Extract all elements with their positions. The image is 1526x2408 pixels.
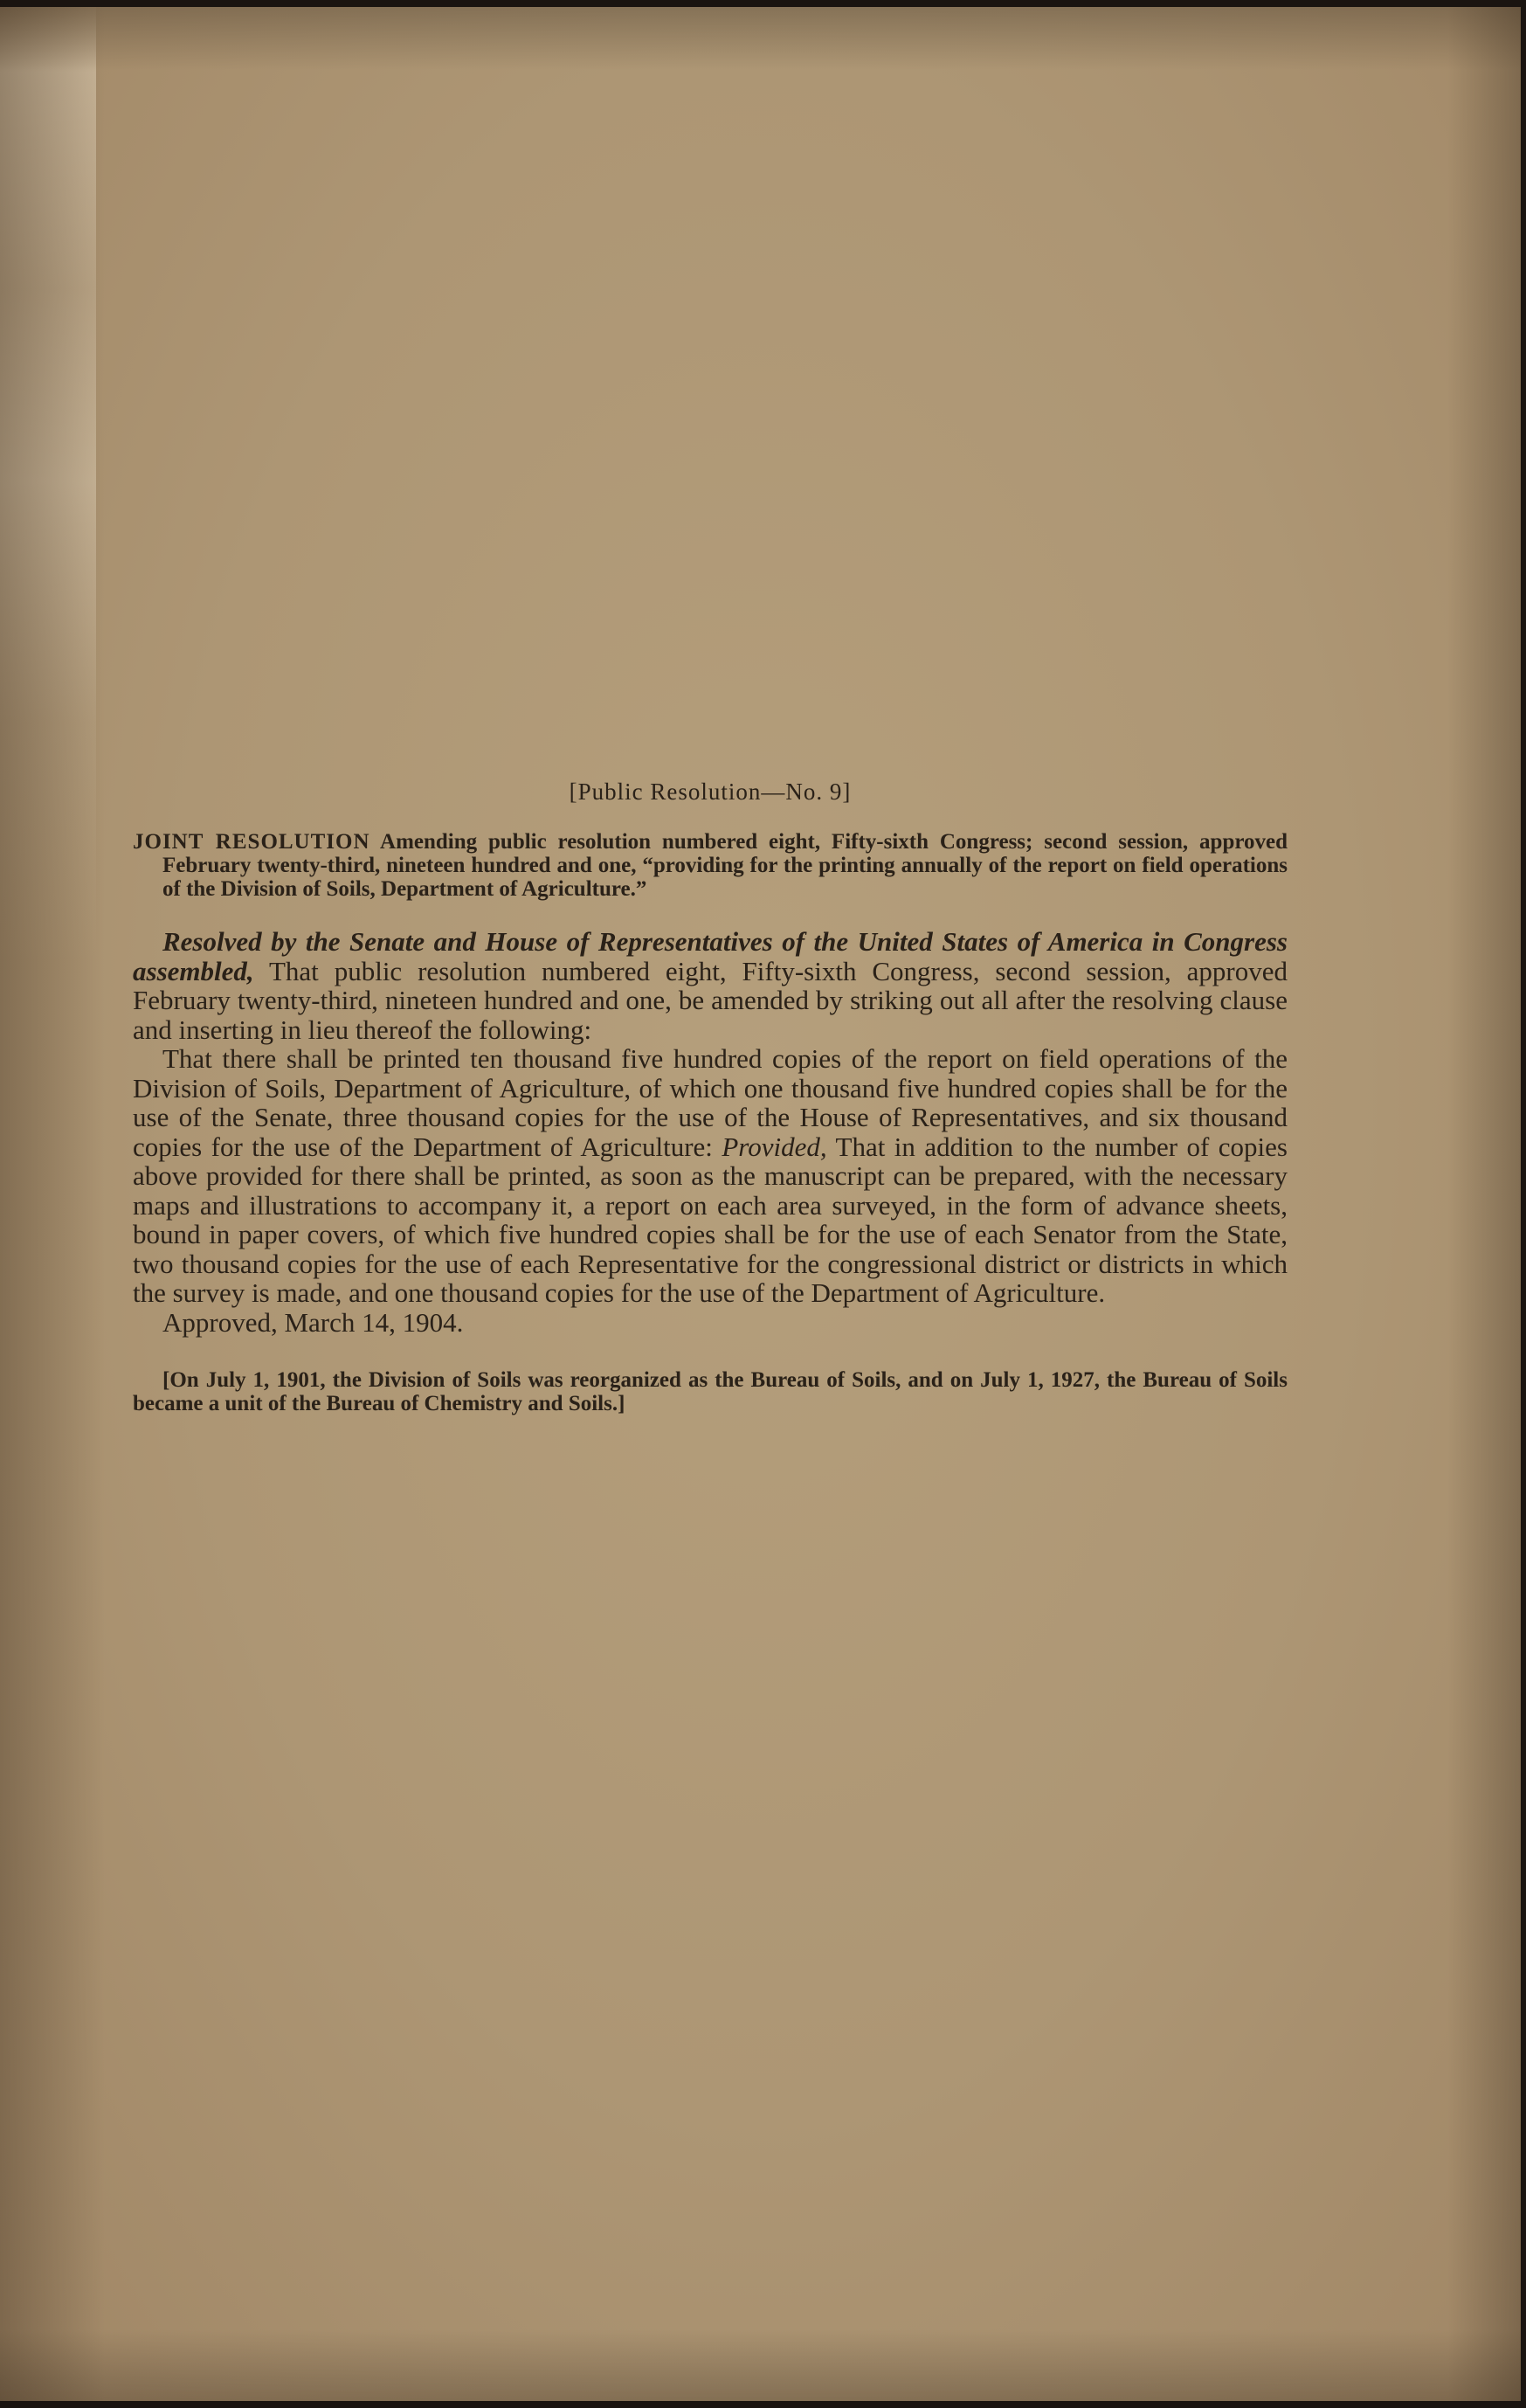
body-text-before: That there shall be printed ten thousand five hundred copies of the report on field operations of the Division of Soils, Department of Agriculture, of which one thousand five hundred copies shall be for the use of the Senate, three thousand copies for the use of the House of Representatives, and six thousand copies for the use of the Department of Agriculture: — [133, 1043, 1288, 1162]
scan-border-top — [0, 0, 1526, 7]
page-edge-shadow-left — [0, 0, 105, 2408]
joint-resolution-title — [133, 830, 1288, 901]
proviso-word: Provided, — [722, 1131, 827, 1162]
page-edge-shadow-bottom — [0, 2329, 1526, 2408]
resolution-header: [Public Resolution—No. 9] — [569, 778, 852, 805]
scan-border-bottom — [0, 2401, 1526, 2408]
enacting-clause: Resolved by the Senate and House of Representatives of the United States of America in Congress assembled, — [133, 926, 1288, 986]
resolved-text: That public resolution numbered eight, Fifty-sixth Congress, second session, approved February twenty-third, nineteen hundred and one, be amended by striking out all after the resolving clause and inserting in lieu thereof the following: — [133, 955, 1288, 1045]
scan-border-right — [1521, 0, 1526, 2408]
page-edge-shadow-top — [0, 0, 1526, 70]
editorial-footnote: [On July 1, 1901, the Division of Soils was reorganized as the Bureau of Soils, and on July 1, 1927, the Bureau of Soils became a unit of the Bureau of Chemistry and Soils.] — [133, 1368, 1288, 1416]
joint-resolution-text: Amending public resolution numbered eight, Fifty-sixth Congress; second session, approved February twenty-third, nineteen hundred and one, “providing for the printing annually of the report on field operations of the Division of Soils, Department of Agriculture.” — [162, 830, 1288, 902]
joint-resolution-lead: JOINT RESOLUTION — [133, 830, 370, 855]
document-body — [133, 778, 1288, 1415]
body-text-after: That in addition to the number of copies above provided for there shall be printed, as soon as the manuscript can be prepared, with the necessary maps and illustrations to accompany it, a report on each area surveyed, in the form of advance sheets, bound in paper covers, of which five hundred copies shall be for the use of each Senator from the State, two thousand copies for the use of each Representative for the congressional district or districts in which the survey is made, and one thousand copies for the use of the Department of Agriculture. — [133, 1131, 1288, 1309]
approval-date: Approved, March 14, 1904. — [162, 1306, 464, 1338]
page-edge-shadow-right — [1447, 0, 1526, 2408]
resolved-paragraph — [133, 927, 1288, 1044]
body-paragraph — [133, 1044, 1288, 1308]
